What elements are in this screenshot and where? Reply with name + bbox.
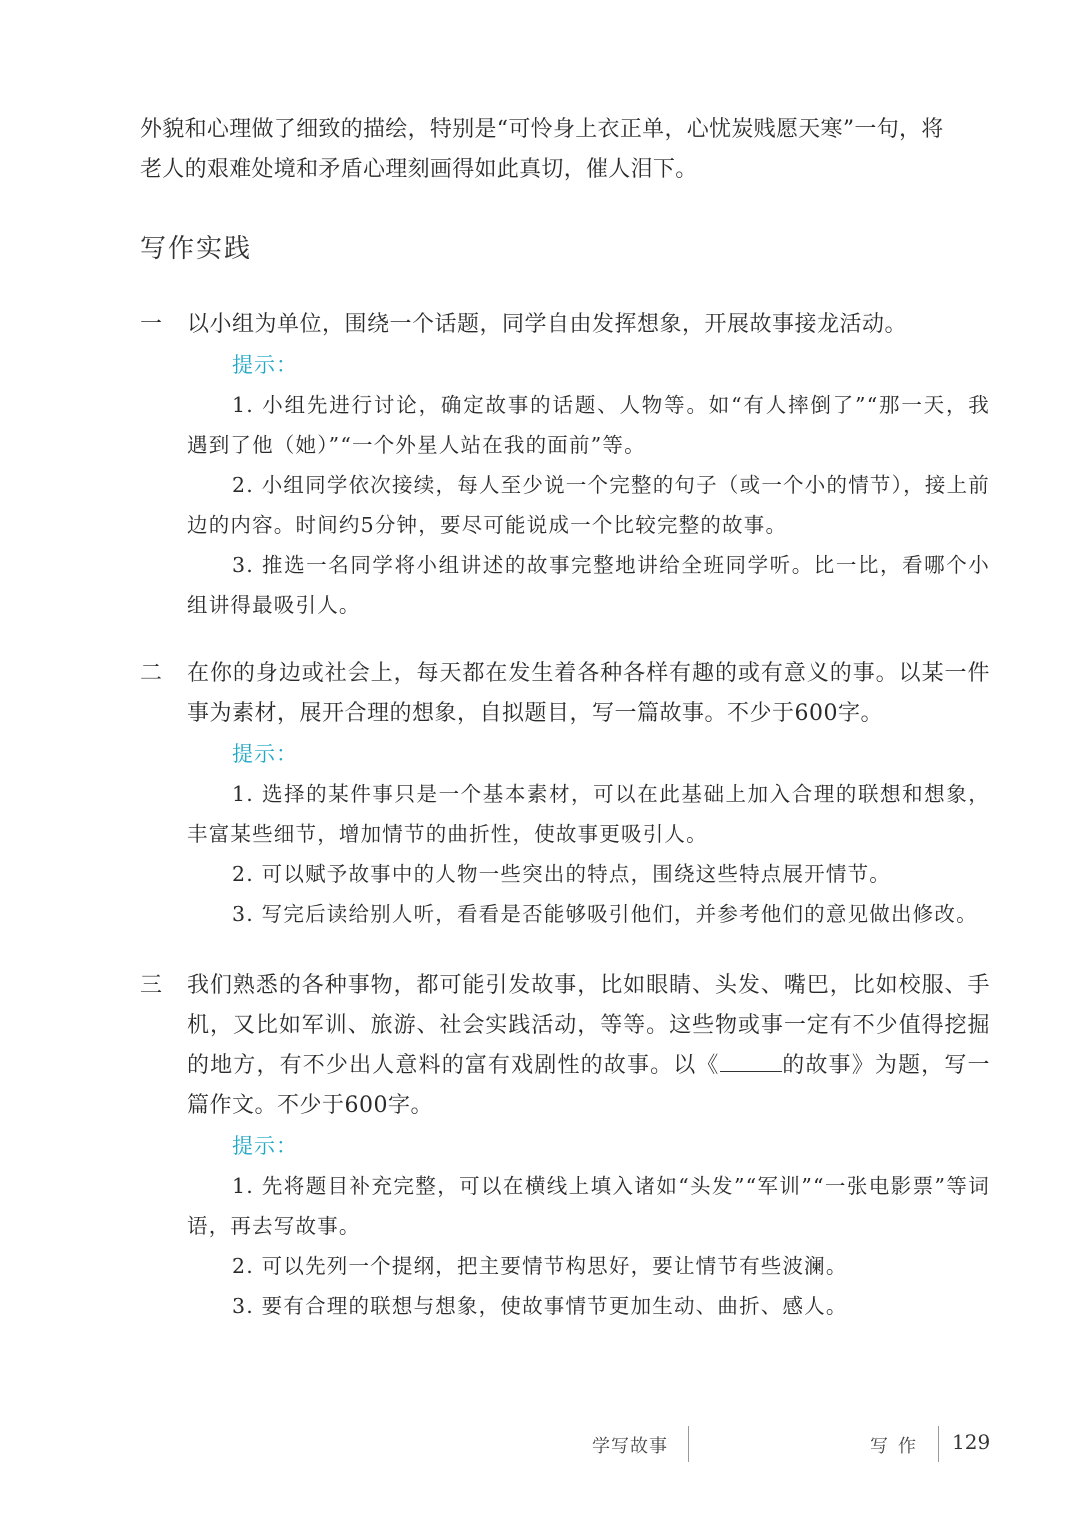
hint-item: 1. 小组先进行讨论，确定故事的话题、人物等。如“有人摔倒了”“那一天，我遇到了他（她）”“一个外星人站在我的面前”等。 xyxy=(187,393,990,457)
hint-item: 2. 可以先列一个提纲，把主要情节构思好，要让情节有些波澜。 xyxy=(232,1254,848,1278)
task-prompt: 以小组为单位，围绕一个话题，同学自由发挥想象，开展故事接龙活动。 xyxy=(187,312,908,337)
task-prompt xyxy=(187,966,990,1126)
hint-item: 1. 选择的某件事只是一个基本素材，可以在此基础上加入合理的联想和想象，丰富某些细节，增加情节的曲折性，使故事更吸引人。 xyxy=(187,782,990,846)
page-number: 129 xyxy=(952,1430,991,1454)
task-prompt-part-1: 我们熟悉的各种事物，都可能引发故事，比如眼睛、头发、嘴巴，比如校服、手机，又比如军训、旅游、社会实践活动，等等。这些物或事一定有不少值得挖掘的地方，有不少出人意料的富有戏剧性的故事。以《 xyxy=(187,973,990,1078)
footer-divider xyxy=(938,1426,939,1462)
task-3 xyxy=(140,966,990,1326)
hint-item: 1. 先将题目补充完整，可以在横线上填入诸如“头发”“军训”“一张电影票”等词语，再去写故事。 xyxy=(187,1174,990,1238)
task-prompt-part-2: 的故事》为题，写一篇作文。不少于600字。 xyxy=(187,1053,990,1118)
hint-label: 提示： xyxy=(232,742,298,766)
hint-item: 3. 写完后读给别人听，看看是否能够吸引他们，并参考他们的意见做出修改。 xyxy=(232,902,978,926)
hint-item: 2. 可以赋予故事中的人物一些突出的特点，围绕这些特点展开情节。 xyxy=(232,862,891,886)
hint-label: 提示： xyxy=(232,1134,298,1158)
footer-section-title: 写作 xyxy=(870,1436,926,1457)
task-2 xyxy=(140,654,990,934)
task-number: 二 xyxy=(140,661,163,686)
task-1 xyxy=(140,305,990,625)
hint-item: 2. 小组同学依次接续，每人至少说一个完整的句子（或一个小的情节），接上前边的内容。时间约5分钟，要尽可能说成一个比较完整的故事。 xyxy=(187,473,990,537)
intro-line-1: 外貌和心理做了细致的描绘，特别是“可怜身上衣正单，心忧炭贱愿天寒”一句，将 xyxy=(140,117,944,142)
fill-in-blank-line xyxy=(720,1049,782,1072)
task-number: 三 xyxy=(140,973,163,998)
task-prompt: 在你的身边或社会上，每天都在发生着各种各样有趣的或有意义的事。以某一件事为素材，展开合理的想象，自拟题目，写一篇故事。不少于600字。 xyxy=(187,661,990,726)
section-title: 写作实践 xyxy=(140,234,253,264)
footer-chapter-title: 学写故事 xyxy=(592,1436,668,1457)
hint-item: 3. 要有合理的联想与想象，使故事情节更加生动、曲折、感人。 xyxy=(232,1294,848,1318)
hint-item: 3. 推选一名同学将小组讲述的故事完整地讲给全班同学听。比一比，看哪个小组讲得最吸引人。 xyxy=(187,553,990,617)
task-number: 一 xyxy=(140,312,163,337)
hint-label: 提示： xyxy=(232,353,298,377)
footer-divider xyxy=(688,1426,689,1462)
page-footer xyxy=(0,1424,1080,1464)
intro-line-2: 老人的艰难处境和矛盾心理刻画得如此真切，催人泪下。 xyxy=(140,157,698,182)
